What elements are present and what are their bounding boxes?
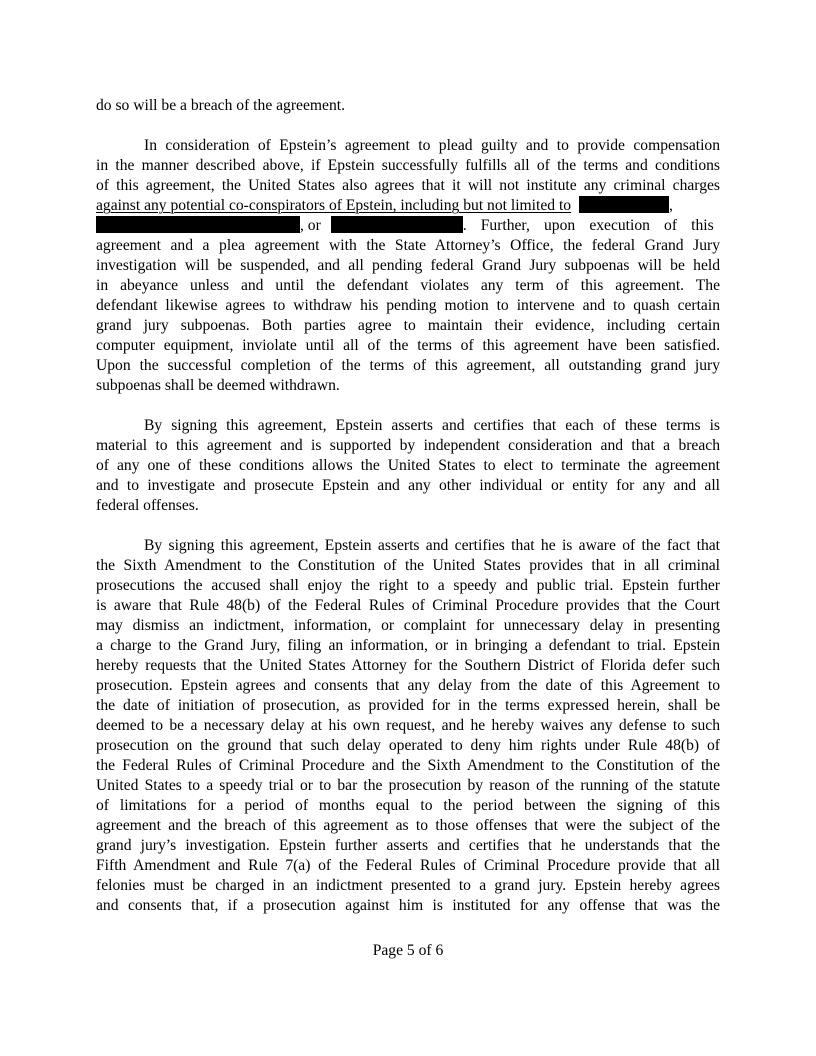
paragraph-line: of this agreement, the United States also agrees that it will not institute any criminal charges	[96, 177, 720, 194]
paragraph-line: the Sixth Amendment to the Constitution of the United States provides that in all criminal	[96, 557, 720, 574]
paragraph-line: grand jury’s investigation. Epstein further asserts and certifies that he understands that the	[96, 837, 720, 854]
paragraph-line: subpoenas shall be deemed withdrawn.	[96, 377, 340, 394]
paragraph-line: the Federal Rules of Criminal Procedure and the Sixth Amendment to the Constitution of the	[96, 757, 720, 774]
paragraph-line: a charge to the Grand Jury, filing an information, or in bringing a defendant to trial. Epstein	[96, 637, 720, 654]
paragraph-line: prosecution. Epstein agrees and consents that any delay from the date of this Agreement to	[96, 677, 720, 694]
paragraph-line-with-redaction	[96, 216, 720, 236]
paragraph-materiality	[96, 416, 720, 516]
paragraph-line: deemed to be a necessary delay at his own request, and he hereby waives any defense to such	[96, 717, 720, 734]
paragraph-line: may dismiss an indictment, information, or complaint for unnecessary delay in presenting	[96, 617, 720, 634]
punctuation: ,	[669, 197, 673, 214]
sentence-text: . Further, upon execution of this	[462, 217, 714, 234]
paragraph-line: material to this agreement and is supported by independent consideration and that a breach	[96, 437, 720, 454]
paragraph-line: By signing this agreement, Epstein asserts and certifies that each of these terms is	[144, 417, 720, 434]
paragraph-line: in abeyance unless and until the defendant violates any term of this agreement. The	[96, 277, 720, 294]
paragraph-line: felonies must be charged in an indictment presented to a grand jury. Epstein hereby agrees	[96, 877, 720, 894]
paragraph-line-with-redaction	[96, 196, 720, 216]
opening-line: do so will be a breach of the agreement.	[96, 97, 345, 114]
paragraph-line: prosecution on the ground that such delay operated to deny him rights under Rule 48(b) of	[96, 737, 720, 754]
paragraph-line: grand jury subpoenas. Both parties agree to maintain their evidence, including certain	[96, 317, 720, 334]
paragraph-speedy-trial	[96, 536, 720, 916]
paragraph-non-prosecution	[96, 136, 720, 396]
paragraph-line: By signing this agreement, Epstein asserts and certifies that he is aware of the fact that	[144, 537, 720, 554]
paragraph-line: defendant likewise agrees to withdraw his pending motion to intervene and to quash certain	[96, 297, 720, 314]
paragraph-line: In consideration of Epstein’s agreement to plead guilty and to provide compensation	[144, 137, 720, 154]
redaction-block	[331, 216, 463, 233]
paragraph-line: agreement and the breach of this agreement as to those offenses that were the subject of the	[96, 817, 720, 834]
redaction-block	[579, 196, 669, 213]
paragraph-gap	[96, 116, 720, 136]
paragraph-line: and to investigate and prosecute Epstein and any other individual or entity for any and all	[96, 477, 720, 494]
paragraph-line: and consents that, if a prosecution against him is instituted for any offense that was the	[96, 897, 720, 914]
paragraph-line: computer equipment, inviolate until all of the terms of this agreement have been satisfied.	[96, 337, 720, 354]
paragraph-line: hereby requests that the United States Attorney for the Southern District of Florida defer such	[96, 657, 720, 674]
paragraph-line: Upon the successful completion of the terms of this agreement, all outstanding grand jury	[96, 357, 720, 374]
paragraph-line: Fifth Amendment and Rule 7(a) of the Federal Rules of Criminal Procedure provide that all	[96, 857, 720, 874]
paragraph-line: of any one of these conditions allows the United States to elect to terminate the agreement	[96, 457, 720, 474]
paragraph-gap	[96, 516, 720, 536]
document-body	[96, 96, 720, 916]
redaction-block	[96, 216, 300, 233]
paragraph-line: in the manner described above, if Epstein successfully fulfills all of the terms and conditions	[96, 157, 720, 174]
paragraph-line: agreement and a plea agreement with the State Attorney’s Office, the federal Grand Jury	[96, 237, 720, 254]
underlined-text: against any potential co-conspirators of Epstein, including but not limited to	[96, 197, 572, 214]
paragraph-line: the date of initiation of prosecution, as provided for in the terms expressed herein, shall be	[96, 697, 720, 714]
paragraph-line: investigation will be suspended, and all pending federal Grand Jury subpoenas will be held	[96, 257, 720, 274]
page-number-footer: Page 5 of 6	[372, 942, 444, 959]
paragraph-line: of limitations for a period of months equal to the period between the signing of this	[96, 797, 720, 814]
paragraph-line: prosecutions the accused shall enjoy the right to a speedy and public trial. Epstein further	[96, 577, 720, 594]
paragraph-line: federal offenses.	[96, 497, 199, 514]
paragraph-line: is aware that Rule 48(b) of the Federal Rules of Criminal Procedure provides that the Court	[96, 597, 720, 614]
paragraph-gap	[96, 396, 720, 416]
redaction-separator: , or	[300, 217, 321, 234]
paragraph-line: United States to a speedy trial or to bar the prosecution by reason of the running of the statute	[96, 777, 720, 794]
